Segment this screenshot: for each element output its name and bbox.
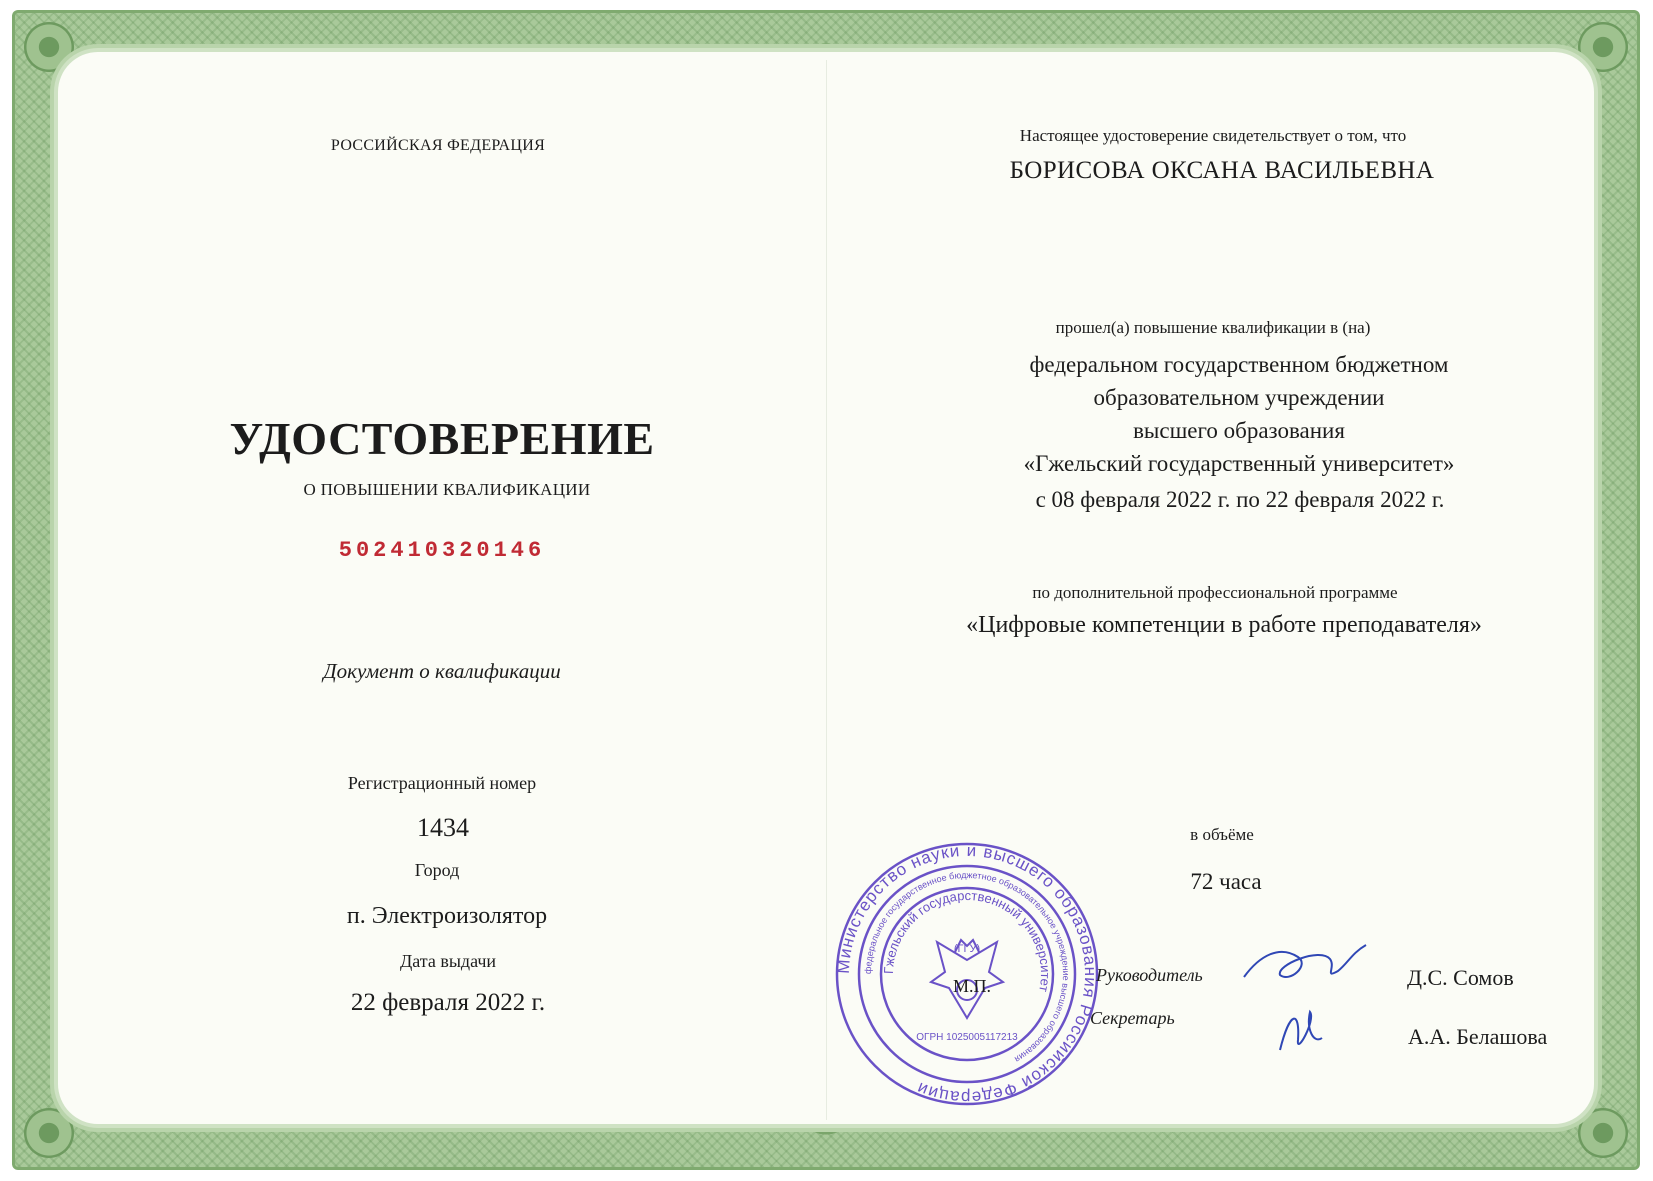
certificate-subtitle: О ПОВЫШЕНИИ КВАЛИФИКАЦИИ	[303, 480, 591, 499]
certificate-number: 502410320146	[338, 538, 546, 563]
training-period: с 08 февраля 2022 г. по 22 февраля 2022 г.	[1035, 487, 1445, 512]
certificate-title: УДОСТОВЕРЕНИЕ	[229, 413, 655, 464]
document-kind: Документ о квалификации	[323, 659, 561, 683]
stamp-outer-text: Министерство науки и высшего образования Российской Федерации	[833, 840, 1101, 1108]
country-heading: РОССИЙСКАЯ ФЕДЕРАЦИЯ	[330, 137, 546, 154]
intro-text: Настоящее удостоверение свидетельствует о том, что	[1019, 126, 1407, 145]
registration-number: 1434	[417, 813, 469, 842]
head-signature	[1240, 935, 1370, 995]
secretary-signature	[1270, 1000, 1330, 1060]
stamp-inner-text: федеральное государственное бюджетное образовательное учреждение высшего образования	[862, 869, 1072, 1065]
city-value: п. Электроизолятор	[346, 903, 548, 929]
stamp-abbr: (ГГУ)	[953, 943, 981, 955]
volume-label: в объёме	[1190, 825, 1254, 844]
seal-place-mark: М.П.	[953, 976, 992, 996]
registration-label: Регистрационный номер	[347, 773, 537, 793]
program-label: по дополнительной профессиональной программе	[1032, 583, 1398, 602]
city-label: Город	[414, 860, 460, 880]
fold-line	[826, 60, 827, 1120]
holder-name: БОРИСОВА ОКСАНА ВАСИЛЬЕВНА	[1009, 157, 1435, 184]
stamp-center-text: Гжельский государственный университет	[880, 887, 1054, 994]
volume-hours: 72 часа	[1190, 869, 1262, 894]
organization-block	[1024, 348, 1455, 480]
issue-date-label: Дата выдачи	[399, 951, 497, 971]
head-role: Руководитель	[1096, 965, 1203, 985]
secretary-name: А.А. Белашова	[1408, 1024, 1548, 1049]
issue-date-value: 22 февраля 2022 г.	[350, 989, 546, 1016]
organization-line: высшего образования	[1133, 418, 1345, 443]
official-seal-stamp	[833, 840, 1101, 1108]
organization-line: федеральном государственном бюджетном	[1029, 352, 1449, 377]
stamp-ogrn: ОГРН 1025005117213	[916, 1032, 1018, 1043]
svg-text:Министерство науки и высшего о	[834, 841, 1100, 1107]
secretary-role: Секретарь	[1090, 1008, 1175, 1028]
head-name: Д.С. Сомов	[1407, 965, 1514, 990]
passed-text: прошел(а) повышение квалификации в (на)	[1055, 318, 1371, 337]
program-title: «Цифровые компетенции в работе преподавателя»	[966, 612, 1482, 638]
organization-line: «Гжельский государственный университет»	[1023, 451, 1455, 476]
organization-line: образовательном учреждении	[1093, 385, 1385, 410]
